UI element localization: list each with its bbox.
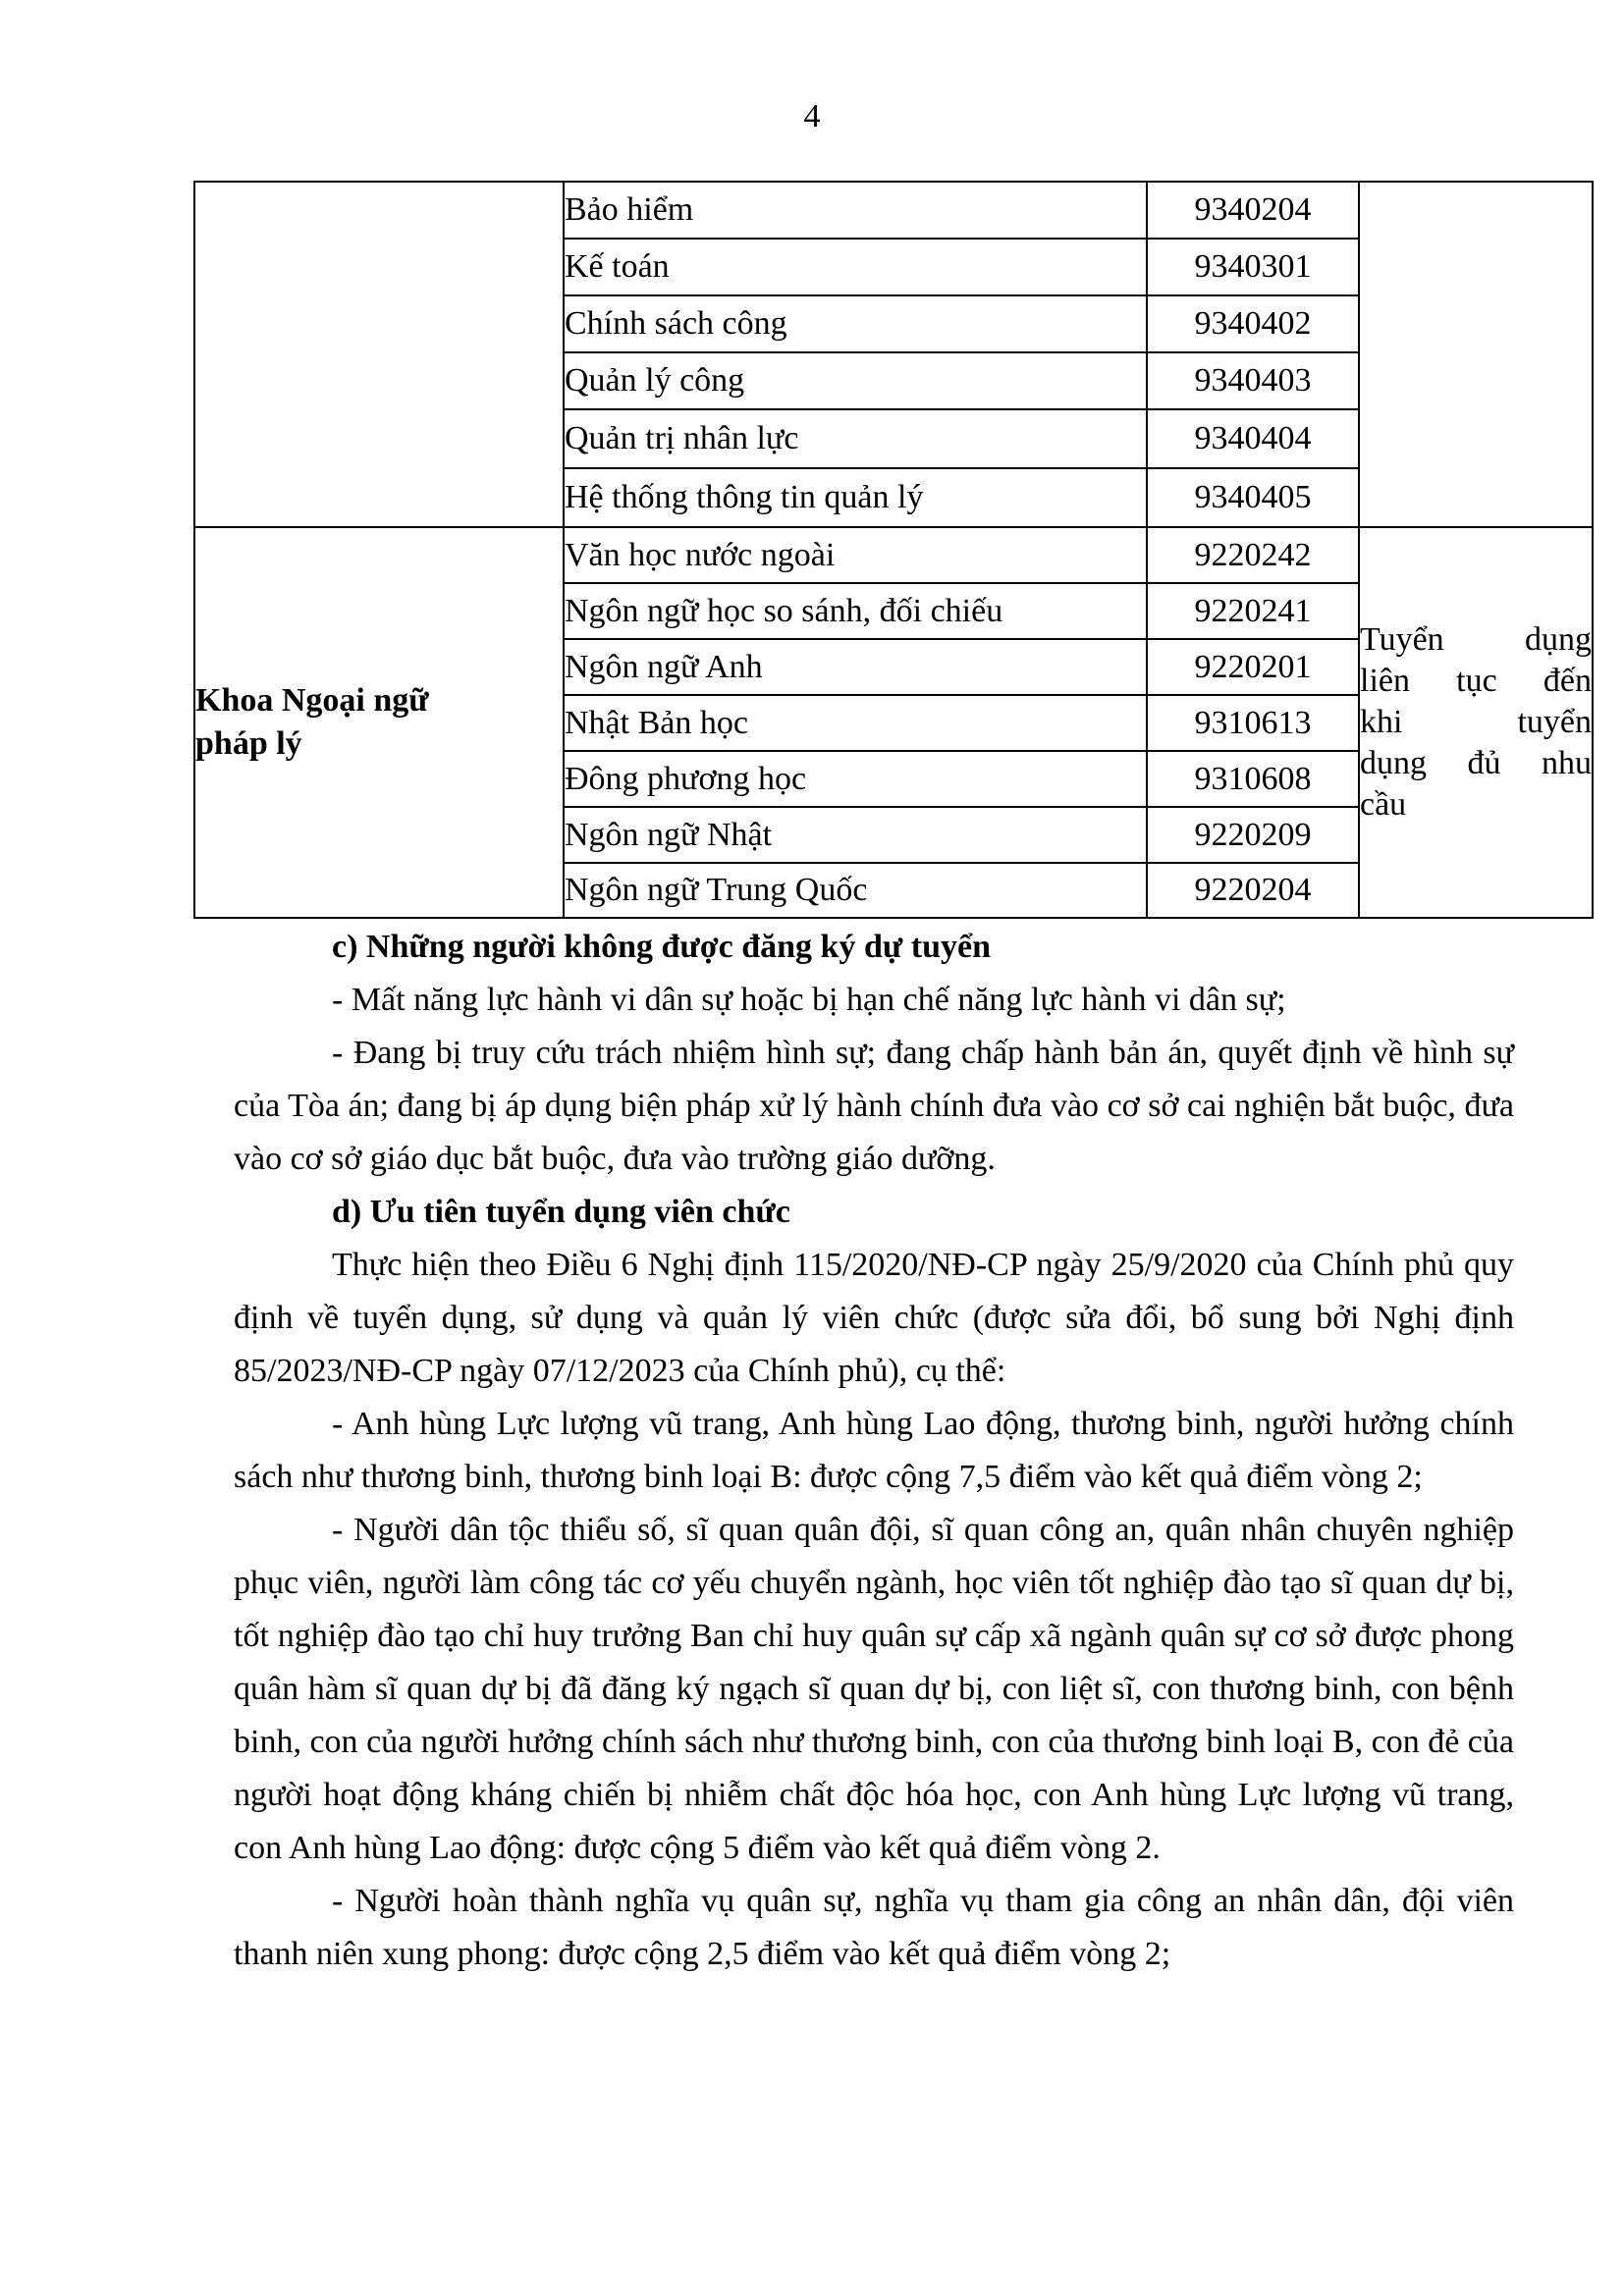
note-word: đủ bbox=[1467, 745, 1501, 781]
major-name: Đông phương học bbox=[564, 751, 1147, 807]
major-code: 9310613 bbox=[1147, 695, 1359, 751]
note-word: tuyển bbox=[1517, 704, 1592, 740]
faculty-name-line: Khoa Ngoại ngữ bbox=[195, 682, 429, 719]
note-line bbox=[1360, 661, 1592, 702]
major-code: 9220204 bbox=[1147, 863, 1359, 918]
major-name: Ngôn ngữ Anh bbox=[564, 639, 1147, 695]
note-word: tục bbox=[1456, 663, 1497, 699]
major-name: Ngôn ngữ học so sánh, đối chiếu bbox=[564, 583, 1147, 639]
section-c-heading: c) Những người không được đăng ký dự tuyển bbox=[332, 929, 992, 965]
section-d-heading: d) Ưu tiên tuyển dụng viên chức bbox=[332, 1194, 790, 1230]
note-word: liên bbox=[1360, 663, 1410, 699]
recruitment-note bbox=[1359, 527, 1593, 918]
note-word: dụng bbox=[1525, 621, 1592, 658]
major-name: Ngôn ngữ Trung Quốc bbox=[564, 863, 1147, 918]
note-line bbox=[1360, 743, 1592, 784]
major-name: Bảo hiểm bbox=[564, 182, 1147, 239]
section-d-item: - Anh hùng Lực lượng vũ trang, Anh hùng Lao động, thương binh, người hưởng chính sách như thương binh, thương binh loại B: được cộng 7,5 điểm vào kết quả điểm vòng 2; bbox=[234, 1406, 1514, 1495]
faculty-cell-previous bbox=[194, 182, 564, 527]
major-name: Hệ thống thông tin quản lý bbox=[564, 468, 1147, 527]
major-code: 9310608 bbox=[1147, 751, 1359, 807]
major-name: Văn học nước ngoài bbox=[564, 527, 1147, 583]
major-code: 9340402 bbox=[1147, 295, 1359, 352]
section-d-intro: Thực hiện theo Điều 6 Nghị định 115/2020/NĐ-CP ngày 25/9/2020 của Chính phủ quy định về tuyển dụng, sử dụng và quản lý viên chức (được sửa đổi, bổ sung bởi Nghị định 85/2023/NĐ-CP ngày 07/12/2023 của Chính phủ), cụ thể: bbox=[234, 1247, 1514, 1389]
note-word: dụng bbox=[1360, 745, 1427, 781]
major-name: Kế toán bbox=[564, 239, 1147, 295]
major-code: 9220201 bbox=[1147, 639, 1359, 695]
major-name: Quản lý công bbox=[564, 352, 1147, 409]
major-name: Nhật Bản học bbox=[564, 695, 1147, 751]
note-word: nhu bbox=[1542, 745, 1592, 781]
section-d-item: - Người dân tộc thiểu số, sĩ quan quân đội, sĩ quan công an, quân nhân chuyên nghiệp phục viên, người làm công tác cơ yếu chuyển ngành, học viên tốt nghiệp đào tạo sĩ quan dự bị, tốt nghiệp đào tạo chỉ huy trưởng Ban chỉ huy quân sự cấp xã ngành quân sự cơ sở được phong quân hàm sĩ quan dự bị đã đăng ký ngạch sĩ quan dự bị, con liệt sĩ, con thương binh, con bệnh binh, con của người hưởng chính sách như thương binh, con của thương binh loại B, con đẻ của người hoạt động kháng chiến bị nhiễm chất độc hóa học, con Anh hùng Lực lượng vũ trang, con Anh hùng Lao động: được cộng 5 điểm vào kết quả điểm vòng 2. bbox=[234, 1512, 1514, 1866]
major-name: Ngôn ngữ Nhật bbox=[564, 807, 1147, 863]
major-name: Quản trị nhân lực bbox=[564, 409, 1147, 468]
majors-table bbox=[193, 181, 1594, 919]
major-code: 9340301 bbox=[1147, 239, 1359, 295]
note-line bbox=[1360, 619, 1592, 661]
table-row bbox=[194, 527, 1593, 583]
major-code: 9340204 bbox=[1147, 182, 1359, 239]
major-code: 9220241 bbox=[1147, 583, 1359, 639]
major-code: 9340404 bbox=[1147, 409, 1359, 468]
note-line bbox=[1360, 784, 1592, 826]
major-code: 9220209 bbox=[1147, 807, 1359, 863]
page-number: 4 bbox=[803, 98, 821, 134]
faculty-name bbox=[194, 527, 564, 918]
body-text bbox=[234, 921, 1514, 1981]
section-c-item: - Mất năng lực hành vi dân sự hoặc bị hạn chế năng lực hành vi dân sự; bbox=[332, 982, 1286, 1018]
faculty-name-line: pháp lý bbox=[195, 725, 302, 762]
note-word: Tuyển bbox=[1360, 621, 1444, 658]
note-word: khi bbox=[1360, 704, 1403, 740]
major-code: 9220242 bbox=[1147, 527, 1359, 583]
major-code: 9340403 bbox=[1147, 352, 1359, 409]
note-cell-previous bbox=[1359, 182, 1593, 527]
section-d-item: - Người hoàn thành nghĩa vụ quân sự, nghĩa vụ tham gia công an nhân dân, đội viên thanh niên xung phong: được cộng 2,5 điểm vào kết quả điểm vòng 2; bbox=[234, 1883, 1514, 1972]
note-word: cầu bbox=[1360, 786, 1407, 823]
section-c-item: - Đang bị truy cứu trách nhiệm hình sự; đang chấp hành bản án, quyết định về hình sự của Tòa án; đang bị áp dụng biện pháp xử lý hành chính đưa vào cơ sở cai nghiện bắt buộc, đưa vào cơ sở giáo dục bắt buộc, đưa vào trường giáo dưỡng. bbox=[234, 1035, 1514, 1177]
note-word: đến bbox=[1543, 663, 1592, 699]
major-code: 9340405 bbox=[1147, 468, 1359, 527]
note-line bbox=[1360, 702, 1592, 743]
major-name: Chính sách công bbox=[564, 295, 1147, 352]
table-row bbox=[194, 182, 1593, 239]
